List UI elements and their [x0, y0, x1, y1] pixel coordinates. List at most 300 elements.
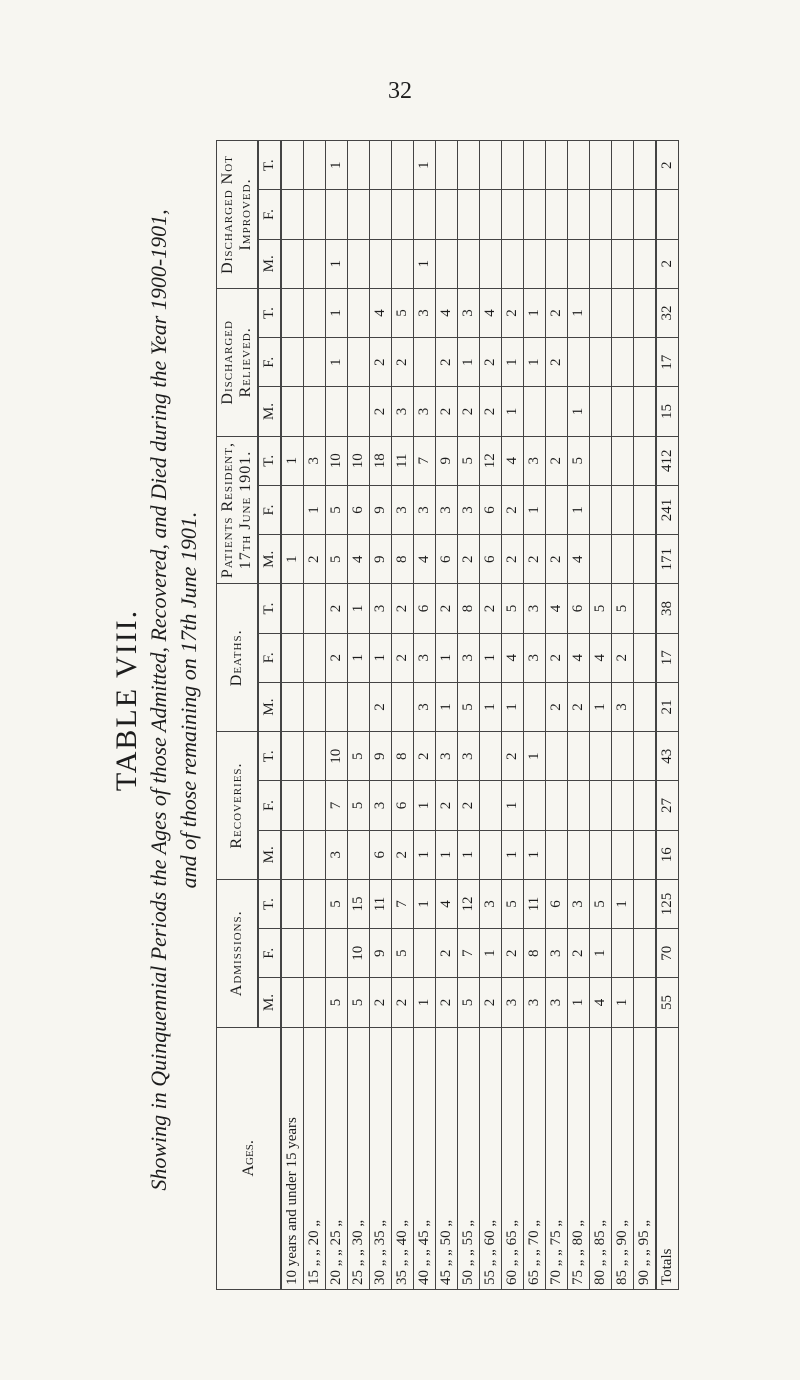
table-cell — [546, 190, 568, 239]
table-cell — [281, 732, 304, 781]
table-title: TABLE VIII. — [110, 608, 143, 792]
table-row — [414, 141, 436, 1290]
table-cell: 3 — [524, 978, 546, 1027]
table-cell: 3 — [304, 436, 326, 485]
age-label: 15 „ „ 20 „ — [304, 1027, 326, 1289]
table-cell — [612, 190, 634, 239]
table-cell — [304, 781, 326, 830]
table-cell — [458, 239, 480, 288]
table-cell: 3 — [414, 485, 436, 534]
table-cell — [634, 978, 657, 1027]
table-cell — [304, 288, 326, 337]
table-cell: 2 — [370, 338, 392, 387]
table-cell: 7 — [392, 879, 414, 928]
table-cell: 10 — [326, 436, 348, 485]
subheader-t: T. — [258, 436, 281, 485]
age-label: 20 „ „ 25 „ — [326, 1027, 348, 1289]
table-cell: 4 — [502, 633, 524, 682]
table-cell — [612, 436, 634, 485]
table-cell: 4 — [590, 978, 612, 1027]
table-cell — [524, 682, 546, 731]
table-cell — [634, 584, 657, 633]
table-cell — [436, 190, 458, 239]
table-cell: 2 — [392, 830, 414, 879]
table-cell — [281, 781, 304, 830]
table-row — [634, 141, 657, 1290]
table-cell — [281, 338, 304, 387]
table-cell — [634, 929, 657, 978]
table-subtitle-2: and of those remaining on 17th June 1901. — [176, 511, 201, 889]
table-cell: 1 — [414, 239, 436, 288]
table-cell: 4 — [502, 436, 524, 485]
table-cell: 5 — [458, 978, 480, 1027]
table-cell: 8 — [524, 929, 546, 978]
table-cell — [634, 190, 657, 239]
totals-cell: 171 — [656, 535, 679, 584]
table-cell — [480, 141, 502, 190]
totals-cell: 55 — [656, 978, 679, 1027]
subheader-t: T. — [258, 141, 281, 190]
table-cell — [502, 239, 524, 288]
table-cell — [348, 239, 370, 288]
table-cell — [304, 929, 326, 978]
table-cell — [414, 190, 436, 239]
table-cell: 4 — [546, 584, 568, 633]
table-cell — [590, 830, 612, 879]
table-cell: 1 — [304, 485, 326, 534]
subheader-m: M. — [258, 239, 281, 288]
table-cell — [348, 387, 370, 436]
table-row — [392, 141, 414, 1290]
table-cell: 8 — [458, 584, 480, 633]
table-cell: 5 — [326, 978, 348, 1027]
table-cell: 1 — [612, 978, 634, 1027]
table-cell: 3 — [414, 682, 436, 731]
table-cell — [304, 141, 326, 190]
table-cell: 2 — [546, 288, 568, 337]
table-cell: 6 — [546, 879, 568, 928]
table-cell — [612, 781, 634, 830]
age-label: 55 „ „ 60 „ — [480, 1027, 502, 1289]
table-cell: 2 — [326, 633, 348, 682]
table-cell: 1 — [524, 830, 546, 879]
table-cell: 3 — [414, 633, 436, 682]
table-cell: 7 — [414, 436, 436, 485]
table-cell — [524, 781, 546, 830]
table-cell: 1 — [414, 141, 436, 190]
table-cell: 3 — [436, 485, 458, 534]
table-row — [502, 141, 524, 1290]
table-cell — [524, 387, 546, 436]
table-cell — [568, 781, 590, 830]
table-cell: 3 — [392, 485, 414, 534]
table-cell: 5 — [458, 436, 480, 485]
table-cell: 9 — [370, 535, 392, 584]
table-cell: 5 — [392, 288, 414, 337]
table-cell — [590, 387, 612, 436]
table-cell: 5 — [458, 682, 480, 731]
table-cell: 3 — [524, 584, 546, 633]
table-cell — [634, 288, 657, 337]
table-row — [524, 141, 546, 1290]
table-cell — [634, 338, 657, 387]
table-cell: 1 — [568, 387, 590, 436]
table-cell — [590, 239, 612, 288]
table-cell — [348, 190, 370, 239]
table-cell: 5 — [568, 436, 590, 485]
table-cell — [281, 141, 304, 190]
table-cell: 1 — [524, 338, 546, 387]
table-cell — [546, 387, 568, 436]
table-cell: 5 — [348, 732, 370, 781]
table-cell: 1 — [326, 338, 348, 387]
table-cell: 2 — [370, 978, 392, 1027]
table-cell — [612, 387, 634, 436]
table-cell — [568, 239, 590, 288]
table-cell: 1 — [568, 288, 590, 337]
subheader-m: M. — [258, 535, 281, 584]
subheader-f: F. — [258, 633, 281, 682]
table-cell: 1 — [502, 830, 524, 879]
totals-cell: 412 — [656, 436, 679, 485]
age-label: 10 years and under 15 years — [281, 1027, 304, 1289]
table-cell — [480, 239, 502, 288]
table-cell — [634, 535, 657, 584]
table-cell — [392, 190, 414, 239]
totals-cell: 32 — [656, 288, 679, 337]
table-cell: 9 — [370, 929, 392, 978]
table-row — [612, 141, 634, 1290]
subheader-m: M. — [258, 830, 281, 879]
table-cell — [326, 190, 348, 239]
table-cell — [348, 830, 370, 879]
table-cell: 7 — [326, 781, 348, 830]
table-cell: 1 — [480, 929, 502, 978]
table-cell — [634, 436, 657, 485]
table-cell: 10 — [348, 929, 370, 978]
table-row — [304, 141, 326, 1290]
table-cell — [281, 978, 304, 1027]
table-cell — [590, 781, 612, 830]
table-cell: 3 — [458, 732, 480, 781]
table-cell — [568, 141, 590, 190]
table-cell — [612, 288, 634, 337]
totals-cell: 15 — [656, 387, 679, 436]
table-cell: 1 — [436, 633, 458, 682]
subheader-t: T. — [258, 732, 281, 781]
table-cell: 6 — [370, 830, 392, 879]
subheader-t: T. — [258, 584, 281, 633]
table-cell: 1 — [458, 830, 480, 879]
table-cell: 5 — [392, 929, 414, 978]
subheader-t: T. — [258, 288, 281, 337]
table-cell: 2 — [304, 535, 326, 584]
table-row — [326, 141, 348, 1290]
table-cell: 1 — [414, 978, 436, 1027]
table-cell — [612, 535, 634, 584]
subheader-m: M. — [258, 978, 281, 1027]
table-cell — [281, 830, 304, 879]
table-cell: 3 — [392, 387, 414, 436]
table-cell: 2 — [612, 633, 634, 682]
table-cell: 6 — [348, 485, 370, 534]
header-ages: Ages. — [217, 1027, 282, 1289]
table-row — [480, 141, 502, 1290]
table-cell — [634, 781, 657, 830]
table-cell: 6 — [392, 781, 414, 830]
table-cell — [436, 239, 458, 288]
table-cell: 2 — [568, 682, 590, 731]
table-cell: 3 — [502, 978, 524, 1027]
table-cell — [304, 584, 326, 633]
table-cell: 2 — [546, 535, 568, 584]
table-cell — [634, 485, 657, 534]
totals-cell: 125 — [656, 879, 679, 928]
table-cell — [612, 732, 634, 781]
table-body — [281, 141, 679, 1290]
age-label: 90 „ „ 95 „ — [634, 1027, 657, 1289]
table-cell: 2 — [458, 535, 480, 584]
table-cell: 2 — [480, 584, 502, 633]
table-row — [436, 141, 458, 1290]
table-cell — [590, 288, 612, 337]
table-cell: 3 — [546, 929, 568, 978]
age-label: 80 „ „ 85 „ — [590, 1027, 612, 1289]
table-cell — [568, 830, 590, 879]
table-cell — [612, 239, 634, 288]
table-cell: 12 — [480, 436, 502, 485]
table-cell: 7 — [458, 929, 480, 978]
subheader-t: T. — [258, 879, 281, 928]
table-cell — [436, 141, 458, 190]
table-cell — [634, 387, 657, 436]
table-cell: 15 — [348, 879, 370, 928]
table-cell: 1 — [480, 633, 502, 682]
table-cell: 3 — [524, 436, 546, 485]
table-cell: 5 — [326, 535, 348, 584]
totals-cell: 16 — [656, 830, 679, 879]
table-cell: 1 — [502, 387, 524, 436]
table-cell — [546, 830, 568, 879]
table-cell: 3 — [458, 633, 480, 682]
table-cell — [304, 387, 326, 436]
table-cell — [524, 190, 546, 239]
table-cell — [612, 141, 634, 190]
table-cell: 2 — [370, 387, 392, 436]
table-cell — [370, 141, 392, 190]
table-cell: 6 — [480, 535, 502, 584]
table-cell — [304, 239, 326, 288]
table-cell — [546, 781, 568, 830]
table-cell: 1 — [502, 781, 524, 830]
table-cell: 3 — [414, 288, 436, 337]
table-cell — [304, 190, 326, 239]
table-cell: 3 — [458, 288, 480, 337]
table-cell: 2 — [568, 929, 590, 978]
table-cell: 2 — [414, 732, 436, 781]
table-cell — [546, 141, 568, 190]
table-cell: 2 — [480, 978, 502, 1027]
table-cell: 1 — [281, 436, 304, 485]
table-cell: 2 — [546, 633, 568, 682]
age-label: 25 „ „ 30 „ — [348, 1027, 370, 1289]
table-cell: 5 — [590, 879, 612, 928]
table-subtitle: Showing in Quinquennial Periods the Ages of those Admitted, Recovered, and Died during the Year 1900-1901, — [146, 209, 171, 1191]
table-cell — [392, 141, 414, 190]
age-label: 40 „ „ 45 „ — [414, 1027, 436, 1289]
table-cell: 2 — [436, 584, 458, 633]
age-label: 30 „ „ 35 „ — [370, 1027, 392, 1289]
table-cell — [326, 929, 348, 978]
table-cell — [590, 732, 612, 781]
subheader-m: M. — [258, 387, 281, 436]
table-cell — [546, 485, 568, 534]
table-cell: 10 — [326, 732, 348, 781]
table-cell — [568, 338, 590, 387]
table-cell: 12 — [458, 879, 480, 928]
table-row — [568, 141, 590, 1290]
table-cell — [348, 338, 370, 387]
ages-table — [216, 140, 679, 1290]
table-cell: 1 — [436, 682, 458, 731]
table-cell — [304, 682, 326, 731]
table-cell — [304, 633, 326, 682]
table-cell: 2 — [458, 781, 480, 830]
table-cell — [524, 239, 546, 288]
page-number: 32 — [388, 78, 412, 104]
table-cell — [612, 485, 634, 534]
table-cell: 1 — [348, 633, 370, 682]
table-cell: 2 — [392, 978, 414, 1027]
table-cell: 3 — [568, 879, 590, 928]
table-cell: 1 — [590, 682, 612, 731]
table-cell — [612, 929, 634, 978]
table-cell — [590, 436, 612, 485]
table-cell — [634, 732, 657, 781]
table-cell: 9 — [370, 732, 392, 781]
table-cell: 11 — [392, 436, 414, 485]
table-cell — [304, 830, 326, 879]
table-cell: 1 — [370, 633, 392, 682]
totals-cell: 2 — [656, 239, 679, 288]
table-cell: 5 — [590, 584, 612, 633]
totals-cell: 70 — [656, 929, 679, 978]
totals-cell: 2 — [656, 141, 679, 190]
table-cell: 3 — [436, 732, 458, 781]
table-cell: 5 — [502, 584, 524, 633]
table-cell: 4 — [348, 535, 370, 584]
table-cell — [281, 682, 304, 731]
table-cell: 4 — [370, 288, 392, 337]
table-cell — [480, 190, 502, 239]
table-cell — [326, 387, 348, 436]
table-cell: 1 — [326, 141, 348, 190]
rotated-table-block — [110, 110, 790, 1290]
table-cell — [281, 879, 304, 928]
table-cell — [281, 584, 304, 633]
table-cell — [304, 879, 326, 928]
age-label: 50 „ „ 55 „ — [458, 1027, 480, 1289]
titles — [110, 110, 202, 1290]
table-cell — [634, 633, 657, 682]
header-deaths: Deaths. — [217, 584, 259, 732]
table-cell — [458, 190, 480, 239]
table-cell — [612, 830, 634, 879]
table-cell: 1 — [524, 732, 546, 781]
table-cell: 2 — [480, 338, 502, 387]
subheader-f: F. — [258, 781, 281, 830]
table-cell — [480, 830, 502, 879]
table-cell — [304, 732, 326, 781]
table-cell: 5 — [348, 978, 370, 1027]
table-cell — [502, 190, 524, 239]
totals-cell: 17 — [656, 338, 679, 387]
totals-cell: 27 — [656, 781, 679, 830]
table-cell: 18 — [370, 436, 392, 485]
table-cell: 1 — [414, 830, 436, 879]
totals-row — [656, 141, 679, 1290]
table-cell: 2 — [546, 436, 568, 485]
totals-cell — [656, 190, 679, 239]
table-cell: 3 — [414, 387, 436, 436]
table-row — [546, 141, 568, 1290]
table-cell: 3 — [480, 879, 502, 928]
table-cell: 3 — [546, 978, 568, 1027]
table-cell — [590, 485, 612, 534]
table-cell: 1 — [414, 879, 436, 928]
table-cell: 2 — [502, 929, 524, 978]
table-cell — [281, 288, 304, 337]
table-cell: 11 — [370, 879, 392, 928]
table-row — [281, 141, 304, 1290]
table-cell: 4 — [414, 535, 436, 584]
table-cell: 2 — [546, 338, 568, 387]
table-cell: 1 — [590, 929, 612, 978]
header-residents: Patients Resident, 17th June 1901. — [217, 436, 259, 584]
table-cell: 2 — [546, 682, 568, 731]
table-cell — [281, 239, 304, 288]
totals-cell: 43 — [656, 732, 679, 781]
table-cell — [348, 288, 370, 337]
table-cell: 6 — [480, 485, 502, 534]
table-cell: 2 — [370, 682, 392, 731]
table-cell — [590, 190, 612, 239]
table-cell — [348, 141, 370, 190]
table-cell — [281, 929, 304, 978]
table-cell: 1 — [436, 830, 458, 879]
table-row — [458, 141, 480, 1290]
age-label: 65 „ „ 70 „ — [524, 1027, 546, 1289]
table-cell — [304, 978, 326, 1027]
table-cell: 2 — [436, 338, 458, 387]
table-cell: 3 — [524, 633, 546, 682]
table-cell — [634, 830, 657, 879]
table-cell — [348, 682, 370, 731]
table-cell: 6 — [568, 584, 590, 633]
table-cell — [281, 190, 304, 239]
subheader-m: M. — [258, 682, 281, 731]
table-cell: 1 — [326, 288, 348, 337]
table-cell — [524, 141, 546, 190]
header-relieved: Discharged Relieved. — [217, 288, 259, 436]
table-cell — [281, 633, 304, 682]
table-cell — [480, 781, 502, 830]
table-cell: 4 — [436, 879, 458, 928]
age-label: 35 „ „ 40 „ — [392, 1027, 414, 1289]
table-cell — [612, 338, 634, 387]
table-cell: 1 — [524, 288, 546, 337]
table-cell — [546, 732, 568, 781]
